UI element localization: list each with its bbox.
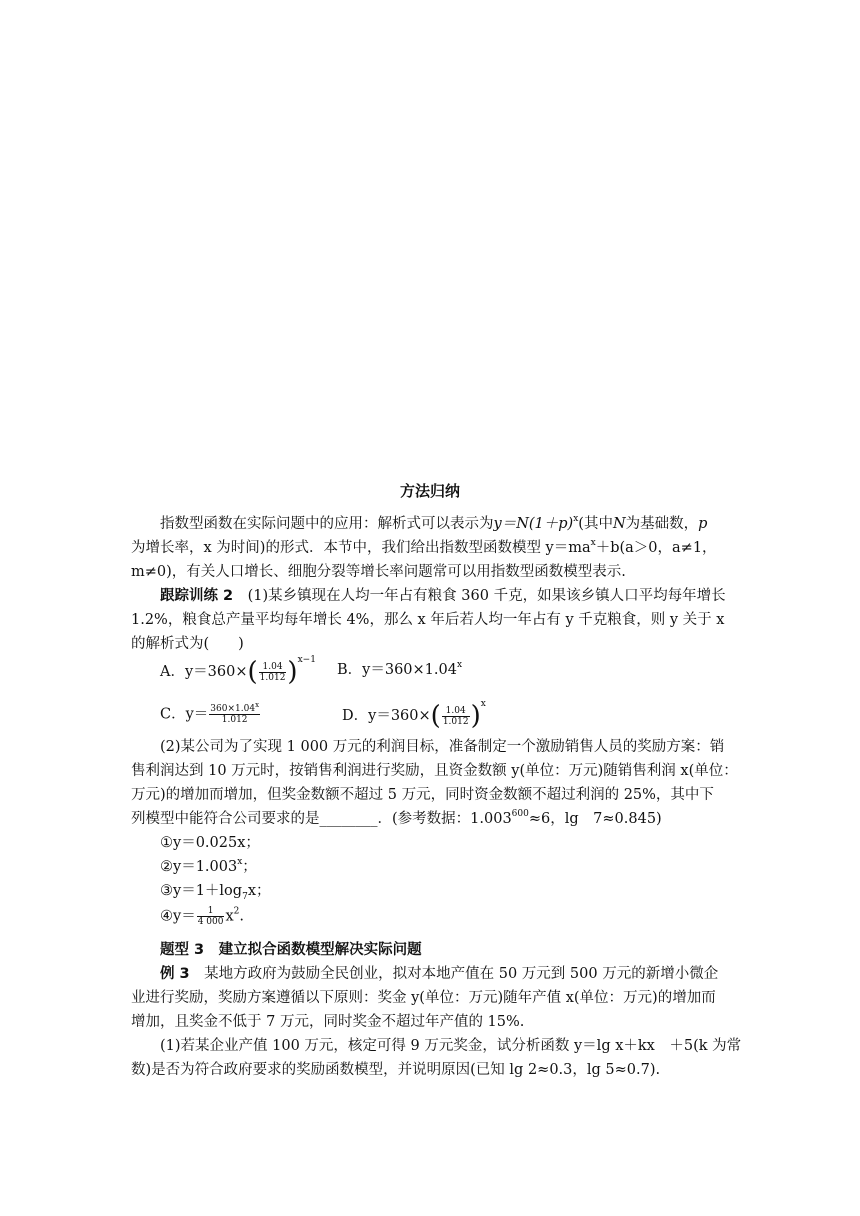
model-item-4: ④y＝ $\frac{1}{4 000}$ $x^2$. (160, 906, 244, 927)
model-item-1: ①y＝0.025x； (160, 835, 260, 851)
exercise-1-line-2: 1.2%，粮食总产量平均每年增长 4%，那么 x 年后若人均一年占有 y 千克粮食，则 y 关于 x (131, 612, 725, 628)
model-item-3: $③y=1+\log_7x$； (160, 883, 271, 902)
exercise-2-line-1: (2)某公司为了实现 1 000 万元的利润目标，准备制定一个激励销售人员的奖励方案：销 (160, 739, 725, 755)
model-item-4-fraction: $\frac{1}{4 000}$ (197, 906, 224, 927)
type-3-heading: 题型 3 建立拟合函数模型解决实际问题 (160, 942, 422, 958)
option-d: D．y＝360×( $\frac{1.04}{1.012}$ )$^x$ (342, 699, 486, 731)
summary-line-3: m≠0)，有关人口增长、细胞分裂等增长率问题常可以用指数型函数模型表示. (131, 564, 626, 580)
option-d-fraction: $\frac{1.04}{1.012}$ (442, 705, 469, 727)
exercise-1-line-3: 的解析式为( ) (131, 636, 244, 652)
question-1-line-2: 数)是否为符合政府要求的奖励函数模型，并说明原因(已知 lg 2≈0.3，lg 5≈0.7). (131, 1062, 661, 1078)
exercise-1-line-1: 跟踪训练 2 (1)某乡镇现在人均一年占有粮食 360 千克，如果该乡镇人口平均每年增长 (160, 588, 726, 604)
example-3-line-2: 业进行奖励，奖励方案遵循以下原则：奖金 y(单位：万元)随年产值 x(单位：万元)的增加而 (131, 990, 716, 1006)
summary-line-1: 指数型函数在实际问题中的应用：解析式可以表示为$y=N(1+p)^x$(其中N为基础数，p (160, 514, 708, 532)
example-3-line-3: 增加，且奖金不低于 7 万元，同时奖金不超过年产值的 15%. (131, 1014, 525, 1030)
section-title: 方法归纳 (399, 482, 460, 500)
example-3-line-1: 例 3 某地方政府为鼓励全民创业，拟对本地产值在 50 万元到 500 万元的新增小微企 (160, 966, 719, 982)
model-item-2: $②y=1.003^x$； (160, 857, 257, 875)
exercise-2-line-3: 万元)的增加而增加，但奖金数额不超过 5 万元，同时资金数额不超过利润的 25%，其中下 (131, 787, 714, 803)
option-a-fraction: $\frac{1.04}{1.012}$ (259, 661, 286, 683)
option-b: B．$y=360\times 1.04^x$ (337, 660, 463, 678)
exercise-2-line-2: 售利润达到 10 万元时，按销售利润进行奖励，且资金数额 y(单位：万元)随销售利润 x(单位： (131, 763, 738, 779)
option-c-fraction: $\frac{360\times 1.04^x}{1.012}$ (210, 701, 260, 725)
question-1-line-1: (1)若某企业产值 100 万元，核定可得 9 万元奖金，试分析函数 y＝lg x＋kx ＋5(k 为常 (160, 1038, 742, 1054)
option-c: C．y＝ $\frac{360\times 1.04^x}{1.012}$ (160, 701, 260, 725)
option-a: A．y＝360×( $\frac{1.04}{1.012}$ )$^{x-1}$ (160, 655, 316, 687)
summary-line-2: 为增长率，x 为时间)的形式．本节中，我们给出指数型函数模型 $y=ma^x+b(a>0$，a≠1， (131, 538, 717, 556)
exercise-2-line-4: 列模型中能符合公司要求的是________．(参考数据：$1.003^{600}\approx 6$，lg 7≈0.845) (131, 809, 662, 827)
